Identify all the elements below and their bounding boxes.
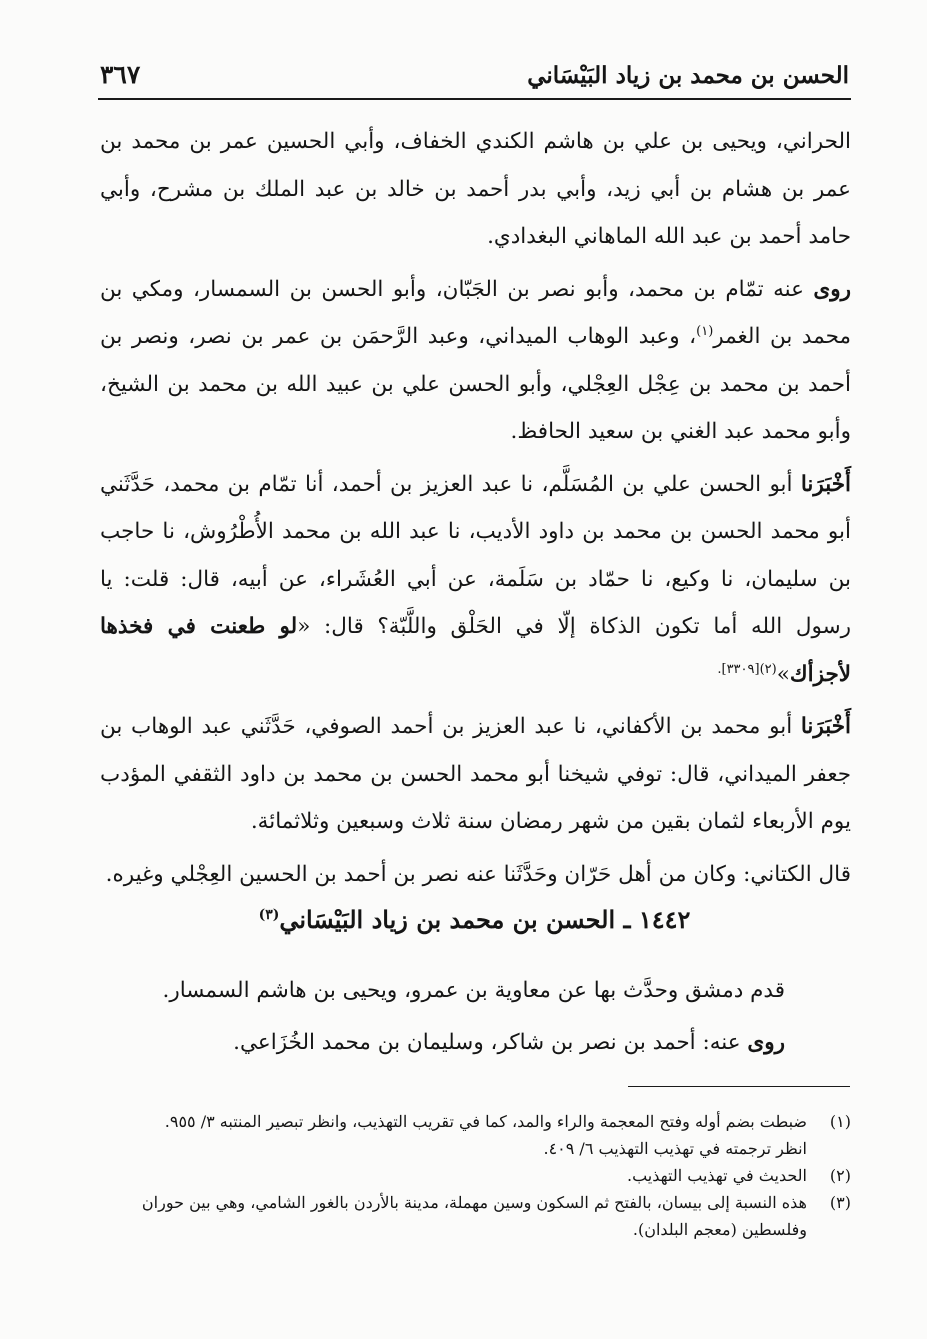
footnote-line: هذه النسبة إلى بيسان، بالفتح ثم السكون وسين مهملة، مدينة بالأردن بالغور الشامي، وهي بين حوران (141, 1193, 807, 1212)
footnote-line: ضبطت بضم أوله وفتح المعجمة والراء والمد، كما في تقريب التهذيب، وانظر تبصير المنتبه ٣/ ٩٥٥. (164, 1112, 807, 1131)
footnote-text (100, 1162, 807, 1189)
paragraph-lead: روى (813, 276, 851, 302)
entry-heading (98, 905, 851, 934)
footnote-2 (100, 1162, 851, 1189)
hadith-number: [٣٣٠٩]. (717, 661, 760, 677)
paragraph-text: ، وعبد الوهاب الميداني، وعبد الرَّحمَن بن عمر بن نصر، ونصر بن أحمد بن محمد بن عِجْل العِجْلي، وأبو الحسن علي بن عبيد الله بن محمد بن الشيخ، وأبو محمد عبد الغني بن سعيد الحافظ. (100, 324, 851, 444)
paragraph-kattani (100, 851, 851, 899)
entry-line (125, 1017, 785, 1069)
footnote-line: وفلسطين (معجم البلدان). (632, 1220, 807, 1239)
entry-line: قدم دمشق وحدَّث بها عن معاوية بن عمرو، ويحيى بن هاشم السمسار. (162, 978, 785, 1003)
entry-title: ١٤٤٢ ـ الحسن بن محمد بن زياد البَيْسَاني (279, 905, 691, 934)
footnote-line: انظر ترجمته في تهذيب التهذيب ٦/ ٤٠٩. (543, 1139, 807, 1158)
paragraph-text: الحراني، ويحيى بن علي بن هاشم الكندي الخفاف، وأبي الحسين عمر بن محمد بن عمر بن هشام بن أبي زيد، وأبي بدر أحمد بن خالد بن عبد الملك بن مشرح، وأبي حامد أحمد بن عبد الله الماهاني البغدادي. (100, 129, 851, 249)
footnote-text (100, 1189, 807, 1243)
footnote-ref-2: (٢) (759, 661, 777, 677)
page-header (98, 52, 851, 100)
footnote-text (100, 1108, 807, 1162)
footnote-ref-1: (١) (696, 323, 714, 339)
paragraph-narrators (100, 266, 851, 456)
main-text (100, 118, 851, 903)
footnotes (100, 1108, 851, 1243)
paragraph-text: » (776, 661, 790, 687)
footnote-divider (628, 1086, 850, 1087)
paragraph-text: أبو محمد بن الأكفاني، نا عبد العزيز بن أحمد الصوفي، حَدَّثَني عبد الوهاب بن جعفر الميداني، قال: توفي شيخنا أبو محمد الحسن بن محمد بن داود الثقفي المؤدب يوم الأربعاء لثمان بقين من شهر رمضان سنة ثلاث وسبعين وثلاثمائة. (100, 714, 851, 834)
paragraph-lead: روى (747, 1030, 785, 1055)
page-number: ٣٦٧ (100, 60, 141, 89)
footnote-ref-3: (٣) (258, 907, 280, 923)
entry-body (125, 965, 785, 1069)
footnote-1 (100, 1108, 851, 1162)
running-title: الحسن بن محمد بن زياد البَيْسَاني (527, 62, 849, 89)
paragraph-teachers (100, 118, 851, 261)
footnote-number: (١) (829, 1112, 851, 1131)
footnote-number: (٢) (829, 1166, 851, 1185)
footnote-3 (100, 1189, 851, 1243)
paragraph-lead: أَخْبَرَنا (800, 471, 851, 497)
paragraph-text: عنه: أحمد بن نصر بن شاكر، وسليمان بن محمد الخُزَاعي. (233, 1030, 748, 1055)
paragraph-text: أبو الحسن علي بن المُسَلَّم، نا عبد العزيز بن أحمد، أنا تمّام بن محمد، حَدَّثَني أبو محمد الحسن بن محمد بن داود الأديب، نا عبد الله بن محمد الأُطْرُوش، نا حاجب بن سليمان، نا وكيع، نا حمّاد بن سَلَمة، عن أبي العُشَراء، عن أبيه، قال: قلت: يا رسول الله أما تكون الذكاة إلّا في الحَلْق واللَّبّة؟ قال: « (100, 471, 851, 639)
paragraph-hadith (100, 461, 851, 699)
paragraph-death (100, 703, 851, 846)
paragraph-lead: أَخْبَرَنا (800, 714, 851, 739)
paragraph-text: عنه تمّام بن محمد، وأبو نصر بن الجَبّان، وأبو الحسن بن السمسار، ومكي بن محمد بن الغمر (100, 276, 851, 349)
paragraph-text: قال الكتاني: وكان من أهل حَرّان وحَدَّثَنا عنه نصر بن أحمد بن الحسين العِجْلي وغيره. (105, 861, 851, 887)
footnote-line: الحديث في تهذيب التهذيب. (626, 1166, 807, 1185)
hadith-text: لو طعنت في فخذها لأجزأك (100, 614, 851, 687)
footnote-number: (٣) (829, 1193, 851, 1212)
